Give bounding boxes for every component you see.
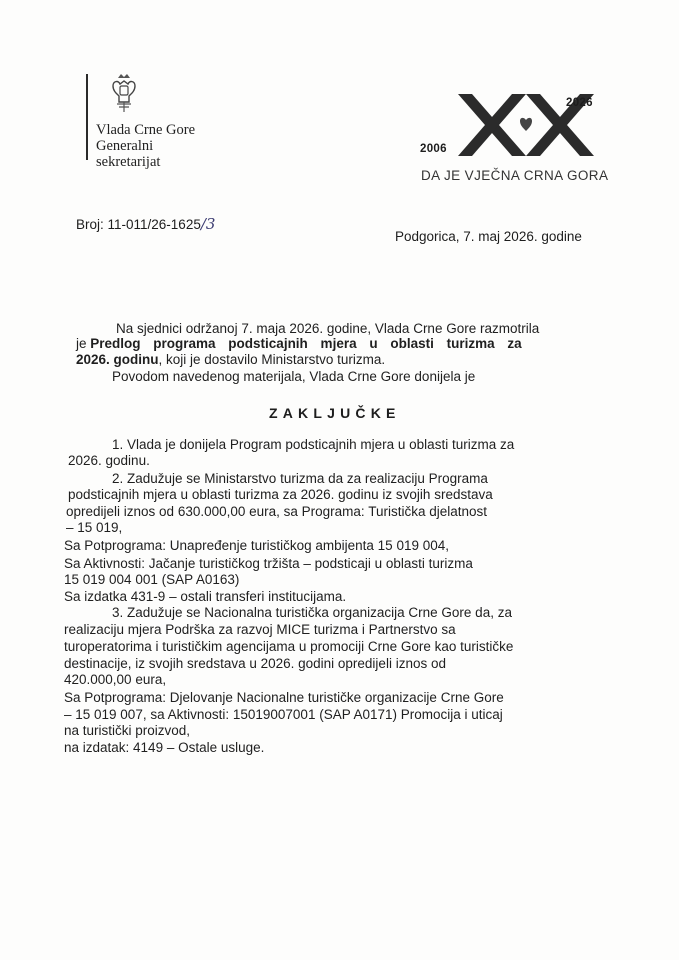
body-line: na izdatak: 4149 – Ostale usluge. <box>64 740 265 755</box>
intro-text: , koji je dostavilo Ministarstvo turizma. <box>158 352 386 367</box>
body-line: 3. Zadužuje se Nacionalna turistička organizacija Crne Gore da, za <box>112 605 512 620</box>
logo-year-bottom: 2006 <box>420 143 447 155</box>
gov-line: Generalni <box>96 138 154 154</box>
body-line: na turistički proizvod, <box>64 723 191 738</box>
body-line: turoperatorima i turističkim agencijama u promociji Crne Gore kao turističke <box>64 639 514 654</box>
header-divider <box>86 74 88 160</box>
intro-line <box>76 336 522 352</box>
gov-line: Vlada Crne Gore <box>96 122 196 138</box>
intro-line: Na sjednici održanoj 7. maja 2026. godine, Vlada Crne Gore razmotrila <box>116 321 540 336</box>
reference-handwritten: /3 <box>200 215 216 233</box>
body-line: Sa izdatka 431-9 – ostali transferi institucijama. <box>64 589 347 604</box>
body-line: – 15 019 007, sa Aktivnosti: 15019007001 (SAP A0171) Promocija i uticaj <box>64 707 503 722</box>
reference-number <box>76 215 215 233</box>
body-line: 2. Zadužuje se Ministarstvo turizma da za realizaciju Programa <box>112 471 488 486</box>
body-line: 2026. godinu. <box>68 453 150 468</box>
government-name <box>96 122 195 170</box>
body-line: Sa Potprograma: Unapređenje turističkog ambijenta 15 019 004, <box>64 538 449 553</box>
intro-line: Povodom navedenog materijala, Vlada Crne Gore donijela je <box>112 369 476 384</box>
coat-of-arms-icon <box>109 72 139 116</box>
gov-line: sekretarijat <box>96 154 161 170</box>
body-line: Sa Potprograma: Djelovanje Nacionalne turističke organizacije Crne Gore <box>64 690 504 705</box>
logo-year-top: 2026 <box>566 97 593 109</box>
body-line: 1. Vlada je donijela Program podsticajnih mjera u oblasti turizma za <box>112 437 515 452</box>
body-line: realizaciju mjera Podrška za razvoj MICE turizma i Partnerstvo sa <box>64 622 456 637</box>
reference-label: Broj: 11-011/26-1625 <box>76 217 201 232</box>
motto: DA JE VJEČNA CRNA GORA <box>421 168 609 183</box>
intro-bold: Predlog programa podsticajnih mjera u oblasti turizma za <box>90 336 522 351</box>
intro-bold: 2026. godinu <box>76 352 159 367</box>
section-title: ZAKLJUČKE <box>269 405 401 421</box>
body-line: podsticajnih mjera u oblasti turizma za 2026. godinu iz svojih sredstava <box>68 487 493 502</box>
intro-text: je <box>76 336 87 351</box>
body-line: opredijeli iznos od 630.000,00 eura, sa Programa: Turistička djelatnost <box>66 504 487 519</box>
body-line: 420.000,00 eura, <box>64 672 167 687</box>
body-line: Sa Aktivnosti: Jačanje turističkog tržišta – podsticaji u oblasti turizma <box>64 556 473 571</box>
place-date: Podgorica, 7. maj 2026. godine <box>395 229 582 244</box>
body-line: – 15 019, <box>66 520 123 535</box>
body-line: destinacije, iz svojih sredstava u 2026. godini opredijeli iznos od <box>64 656 446 671</box>
intro-line <box>76 352 385 368</box>
body-line: 15 019 004 001 (SAP A0163) <box>64 572 240 587</box>
